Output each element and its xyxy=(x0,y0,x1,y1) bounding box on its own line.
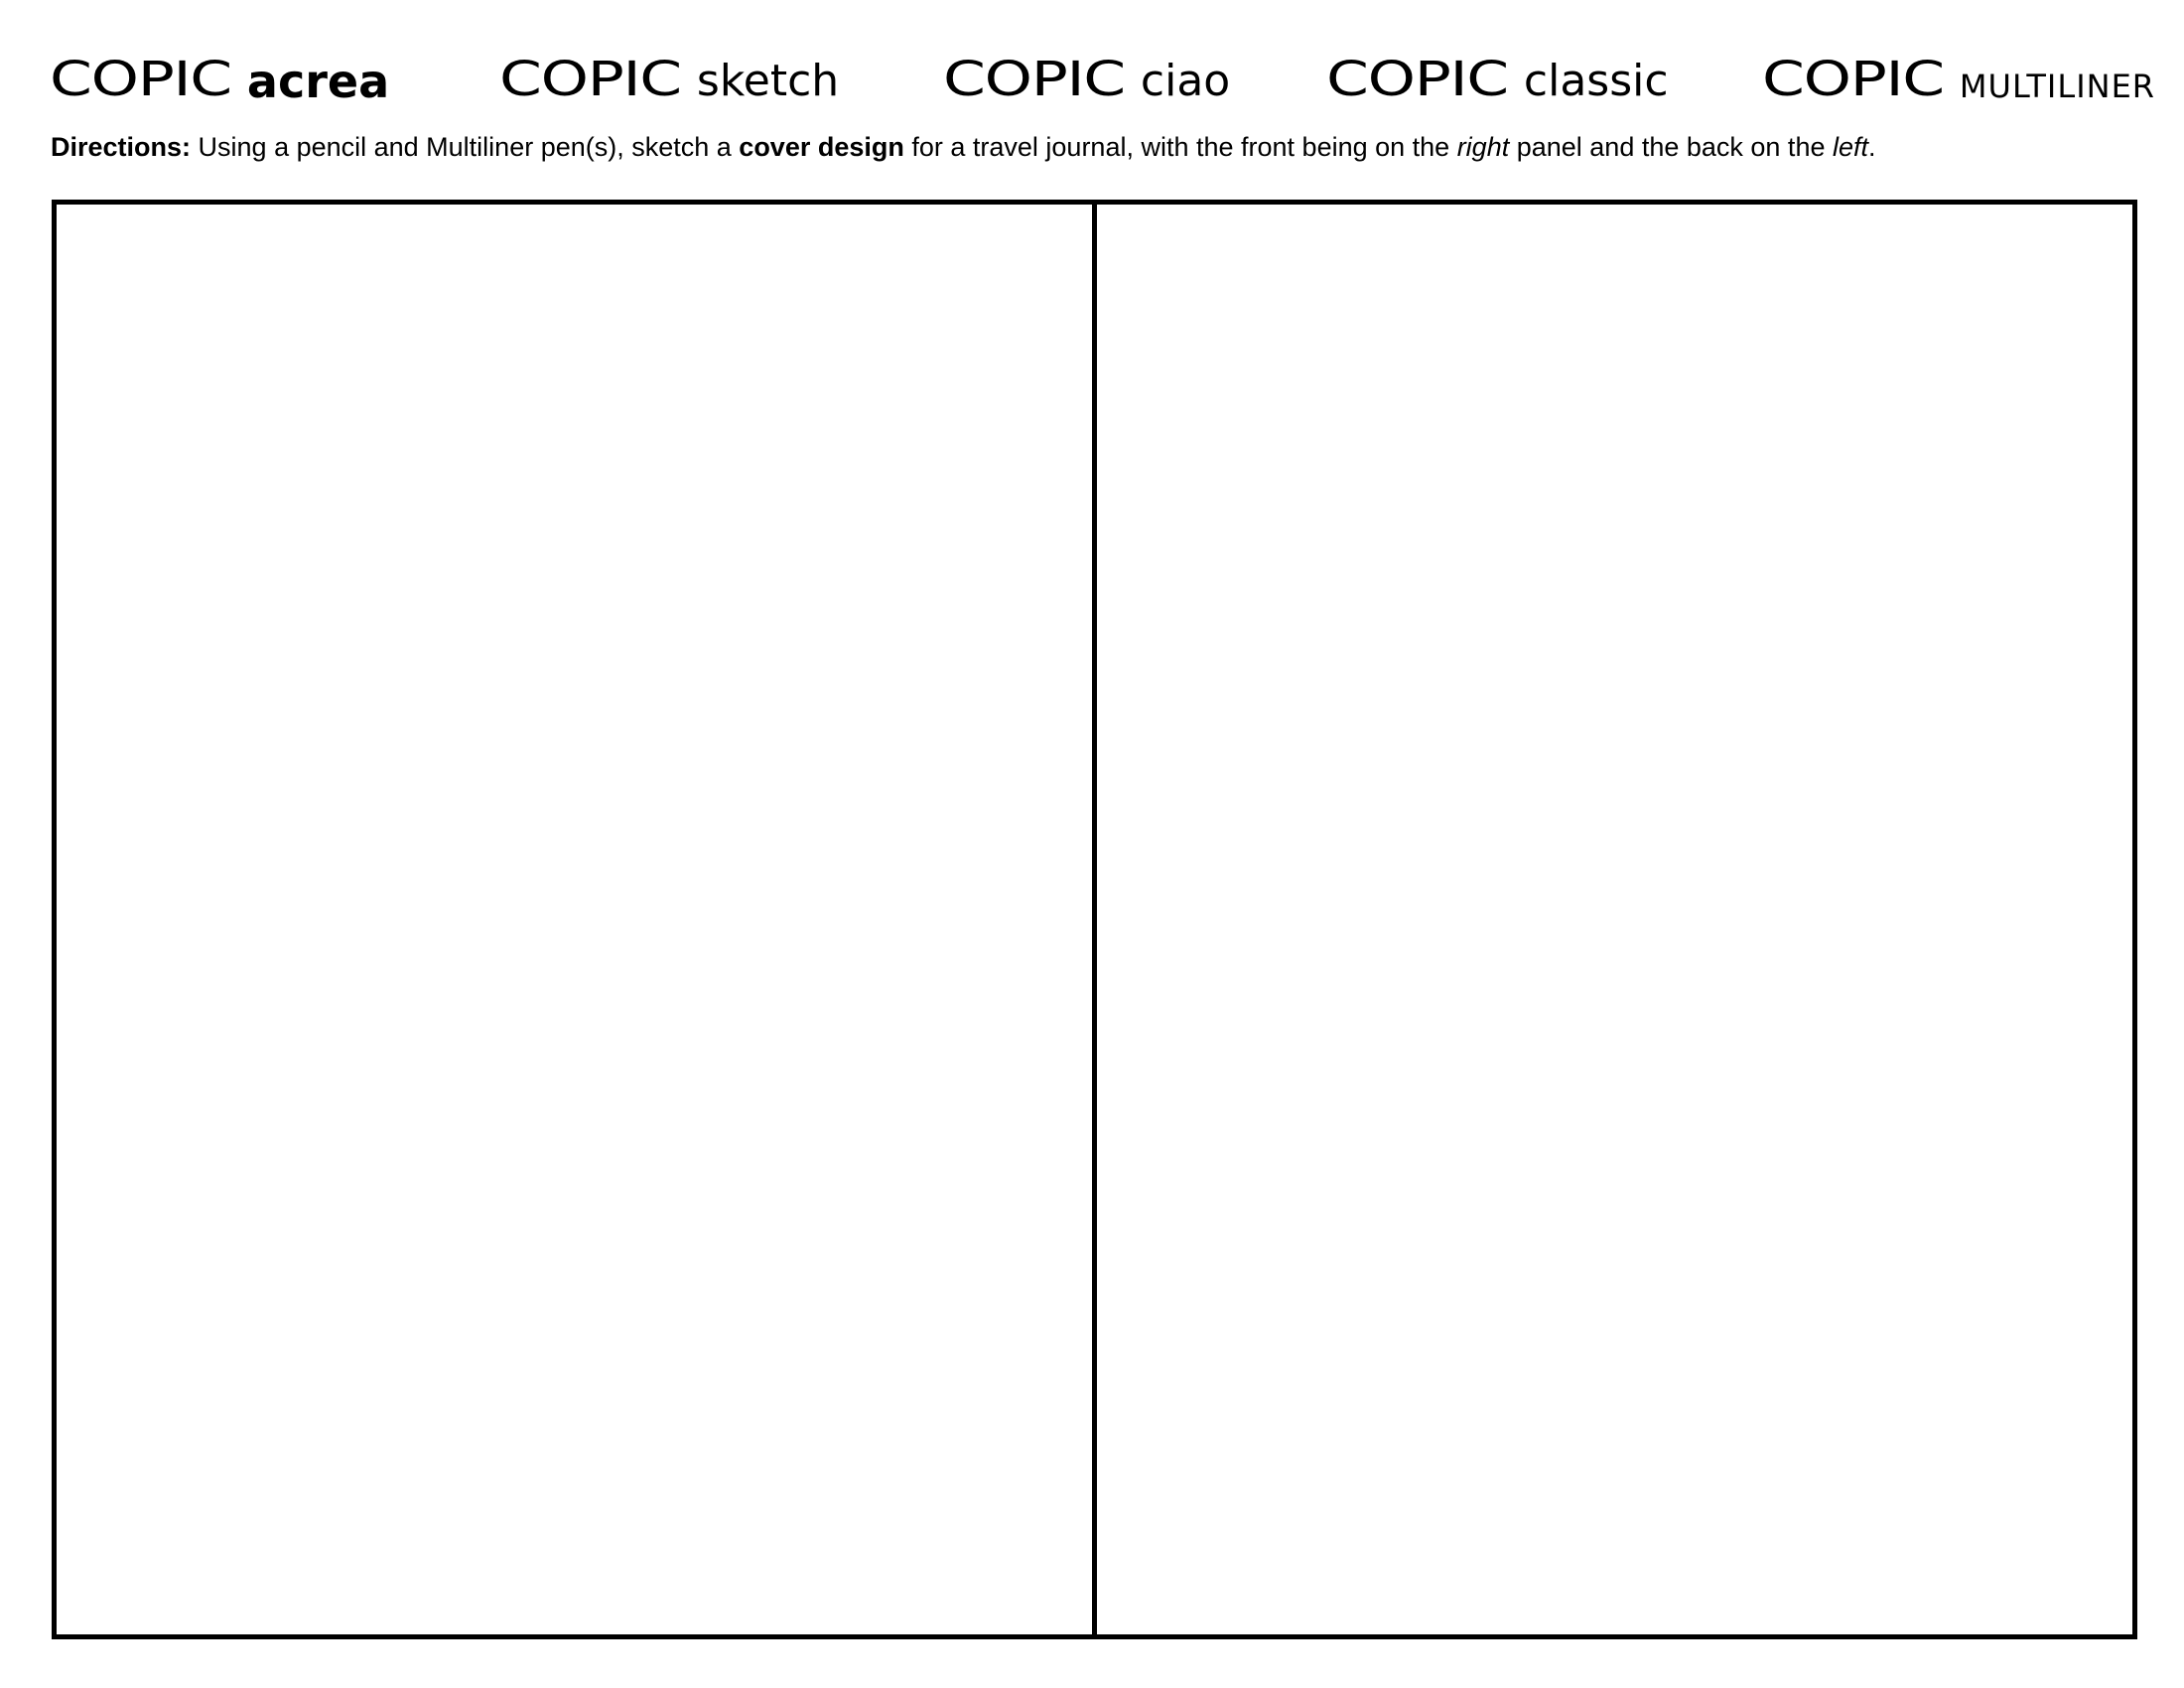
directions-label: Directions: xyxy=(51,132,192,162)
directions-body: . xyxy=(1868,132,1876,162)
copic-ciao-logo xyxy=(943,48,1231,107)
copic-brand-wordmark: COPIC xyxy=(943,52,1125,107)
product-name: classic xyxy=(1523,56,1669,106)
copic-brand-wordmark: COPIC xyxy=(1762,52,1944,107)
copic-acrea-logo xyxy=(50,48,390,108)
product-name: ciao xyxy=(1140,56,1231,106)
front-cover-sketch-panel xyxy=(1092,200,2137,1639)
brand-logo-row xyxy=(0,48,2184,108)
directions-left-word: left xyxy=(1832,132,1869,162)
copic-brand-wordmark: COPIC xyxy=(50,52,231,107)
product-name: sketch xyxy=(696,56,840,106)
copic-classic-logo xyxy=(1326,48,1669,107)
product-name: MULTILINER xyxy=(1959,68,2156,105)
directions-emphasis: cover design xyxy=(739,132,904,162)
directions-body: panel and the back on the xyxy=(1509,132,1833,162)
directions-body: for a travel journal, with the front being on the xyxy=(903,132,1457,162)
copic-sketch-logo xyxy=(499,48,840,107)
copic-brand-wordmark: COPIC xyxy=(1326,52,1508,107)
product-name: acrea xyxy=(246,55,390,108)
directions-right-word: right xyxy=(1456,132,1510,162)
back-cover-sketch-panel xyxy=(52,200,1097,1639)
copic-multiliner-logo xyxy=(1762,48,2156,107)
directions-text xyxy=(51,127,1876,167)
copic-brand-wordmark: COPIC xyxy=(499,52,681,107)
directions-body: Using a pencil and Multiliner pen(s), sketch a xyxy=(191,132,740,162)
